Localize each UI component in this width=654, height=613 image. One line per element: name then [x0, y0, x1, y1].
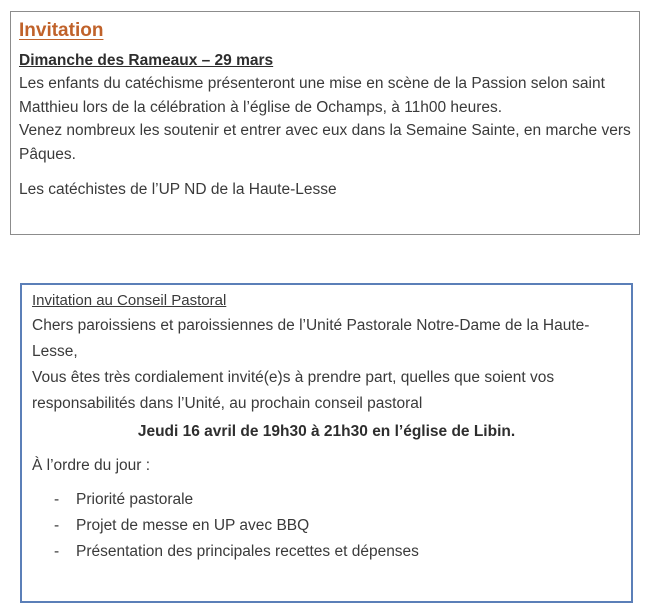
conseil-date-line: Jeudi 16 avril de 19h30 à 21h30 en l’église de Libin.: [137, 423, 516, 440]
bullet-dash: -: [54, 543, 60, 560]
agenda-item-label: Priorité pastorale: [76, 491, 194, 508]
invitation-title: Invitation: [19, 20, 104, 41]
agenda-intro: À l’ordre du jour :: [32, 457, 151, 474]
conseil-box: [20, 283, 633, 603]
agenda-item-label: Présentation des principales recettes et dépenses: [76, 543, 419, 560]
event-paragraph-1: Les enfants du catéchisme présenteront une mise en scène de la Passion selon saint Matthieu lors de la célébration à l’église de Ochamps, à 11h00 heures.: [19, 75, 605, 116]
agenda-list: [32, 487, 621, 565]
conseil-greeting: Chers paroissiens et paroissiennes de l’Unité Pastorale Notre-Dame de la Haute-Lesse,: [32, 317, 590, 360]
invitation-box: [10, 11, 640, 235]
bullet-dash: -: [54, 491, 60, 508]
agenda-item: [54, 487, 621, 513]
conseil-heading: Invitation au Conseil Pastoral: [32, 292, 227, 309]
agenda-item-label: Projet de messe en UP avec BBQ: [76, 517, 310, 534]
agenda-item: [54, 539, 621, 565]
agenda-item: [54, 513, 621, 539]
event-paragraph-2: Venez nombreux les soutenir et entrer avec eux dans la Semaine Sainte, en marche vers Pâques.: [19, 122, 631, 163]
event-heading: Dimanche des Rameaux – 29 mars: [19, 52, 274, 69]
bullet-dash: -: [54, 517, 60, 534]
event-signature: Les catéchistes de l’UP ND de la Haute-Lesse: [19, 181, 337, 198]
conseil-body: Vous êtes très cordialement invité(e)s à prendre part, quelles que soient vos responsabilités dans l’Unité, au prochain conseil pastoral: [32, 369, 555, 412]
